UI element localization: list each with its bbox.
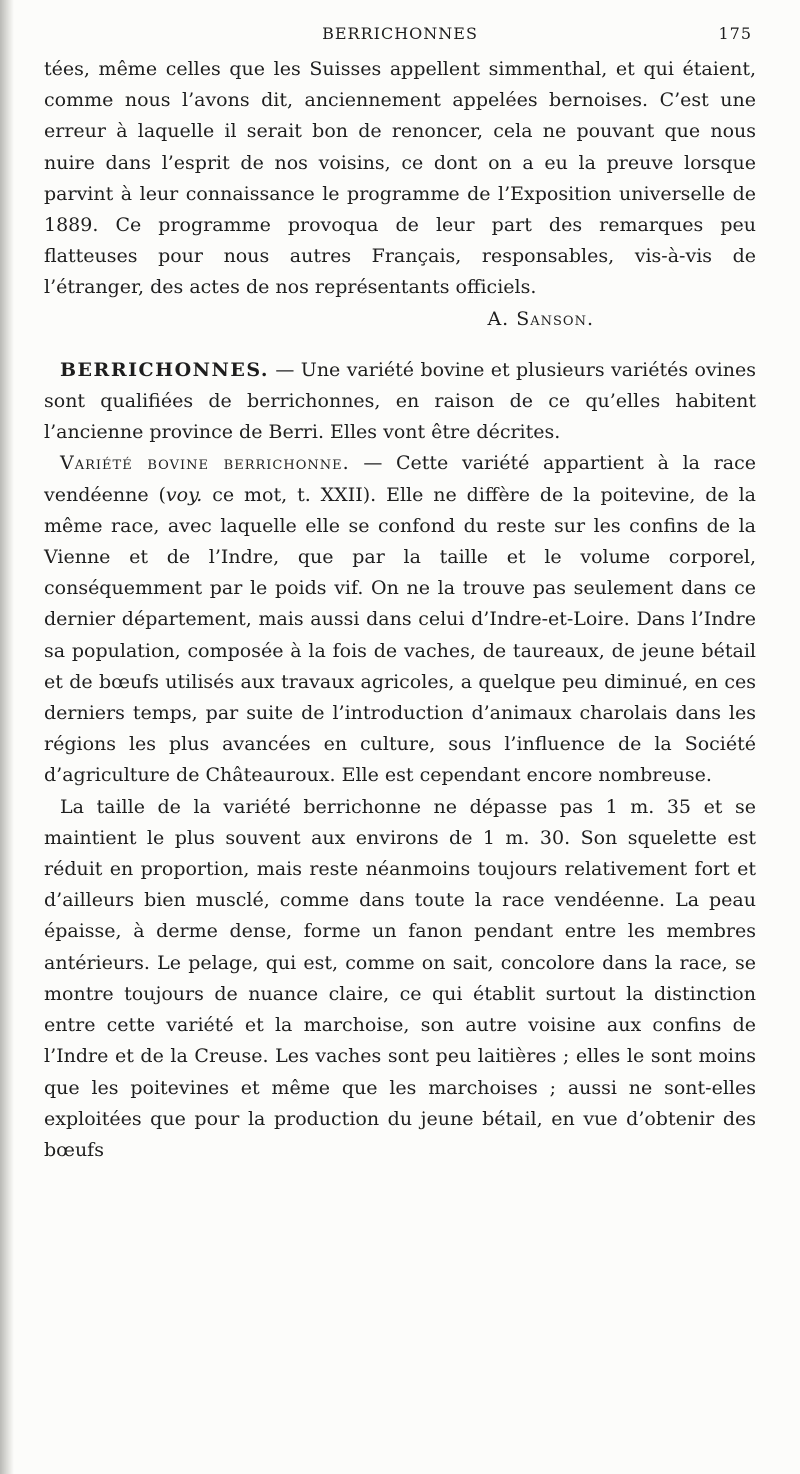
entry-heading: BERRICHONNES.	[60, 358, 270, 381]
subsection-paragraph	[44, 448, 756, 791]
section-gap	[44, 335, 756, 355]
running-title: BERRICHONNES	[322, 24, 478, 43]
entry-text: — Une variété bovine et plusieurs variétés ovines sont qualifiées de berrichonnes, en raison de ce qu’elles habitent l’ancienne province de Berri. Elles vont être décrites.	[44, 358, 756, 444]
binding-shadow	[0, 0, 14, 1474]
page-number: 175	[718, 24, 752, 43]
subsection-text-2: ce mot, t. XXII). Elle ne diffère de la poitevine, de la même race, avec laquelle elle se confond du reste sur les confins de la Vienne et de l’Indre, que par la taille et le volume corporel, conséquemment par le poids vif. On ne la trouve pas seulement dans ce dernier département, mais aussi dans celui d’Indre-et-Loire. Dans l’Indre sa population, composée à la fois de vaches, de taureaux, de jeune bétail et de bœufs utilisés aux travaux agricoles, a quelque peu diminué, en ces derniers temps, par suite de l’introduction d’animaux charolais dans les régions les plus avancées en culture, sous l’influence de la Société d’agriculture de Châteauroux. Elle est cependant encore nombreuse.	[44, 483, 756, 787]
subsection-heading: Variété bovine berrichonne.	[60, 452, 350, 475]
running-head	[44, 18, 756, 54]
book-page	[44, 18, 756, 1166]
subsection-text-1: — Cette variété appartient à la race vendéenne (	[44, 452, 756, 506]
paragraph-continuation: tées, même celles que les Suisses appellent simmenthal, et qui étaient, comme nous l’avons dit, anciennement appelées bernoises. C’est une erreur à laquelle il serait bon de renoncer, cela ne pouvant que nous nuire dans l’esprit de nos voisins, ce dont on a eu la preuve lorsque parvint à leur connaissance le programme de l’Exposition universelle de 1889. Ce programme provoqua de leur part des remarques peu flatteuses pour nous autres Français, responsables, vis-à-vis de l’étranger, des actes de nos représentants officiels.	[44, 58, 756, 299]
subsection-voy: voy.	[165, 483, 203, 506]
entry-paragraph	[44, 355, 756, 449]
author-signature: A. Sanson.	[487, 307, 594, 330]
description-paragraph: La taille de la variété berrichonne ne dépasse pas 1 m. 35 et se maintient le plus souvent aux environs de 1 m. 30. Son squelette est réduit en proportion, mais reste néanmoins toujours relativement fort et d’ailleurs bien musclé, comme dans toute la race vendéenne. La peau épaisse, à derme dense, forme un fanon pendant entre les membres antérieurs. Le pelage, qui est, comme on sait, concolore dans la race, se montre toujours de nuance claire, ce qui établit surtout la distinction entre cette variété et la marchoise, son autre voisine aux confins de l’Indre et de la Creuse. Les vaches sont peu laitières ; elles le sont moins que les poitevines et même que les marchoises ; aussi ne sont-elles exploitées que pour la production du jeune bétail, en vue d’obtenir des bœufs	[44, 795, 756, 1161]
